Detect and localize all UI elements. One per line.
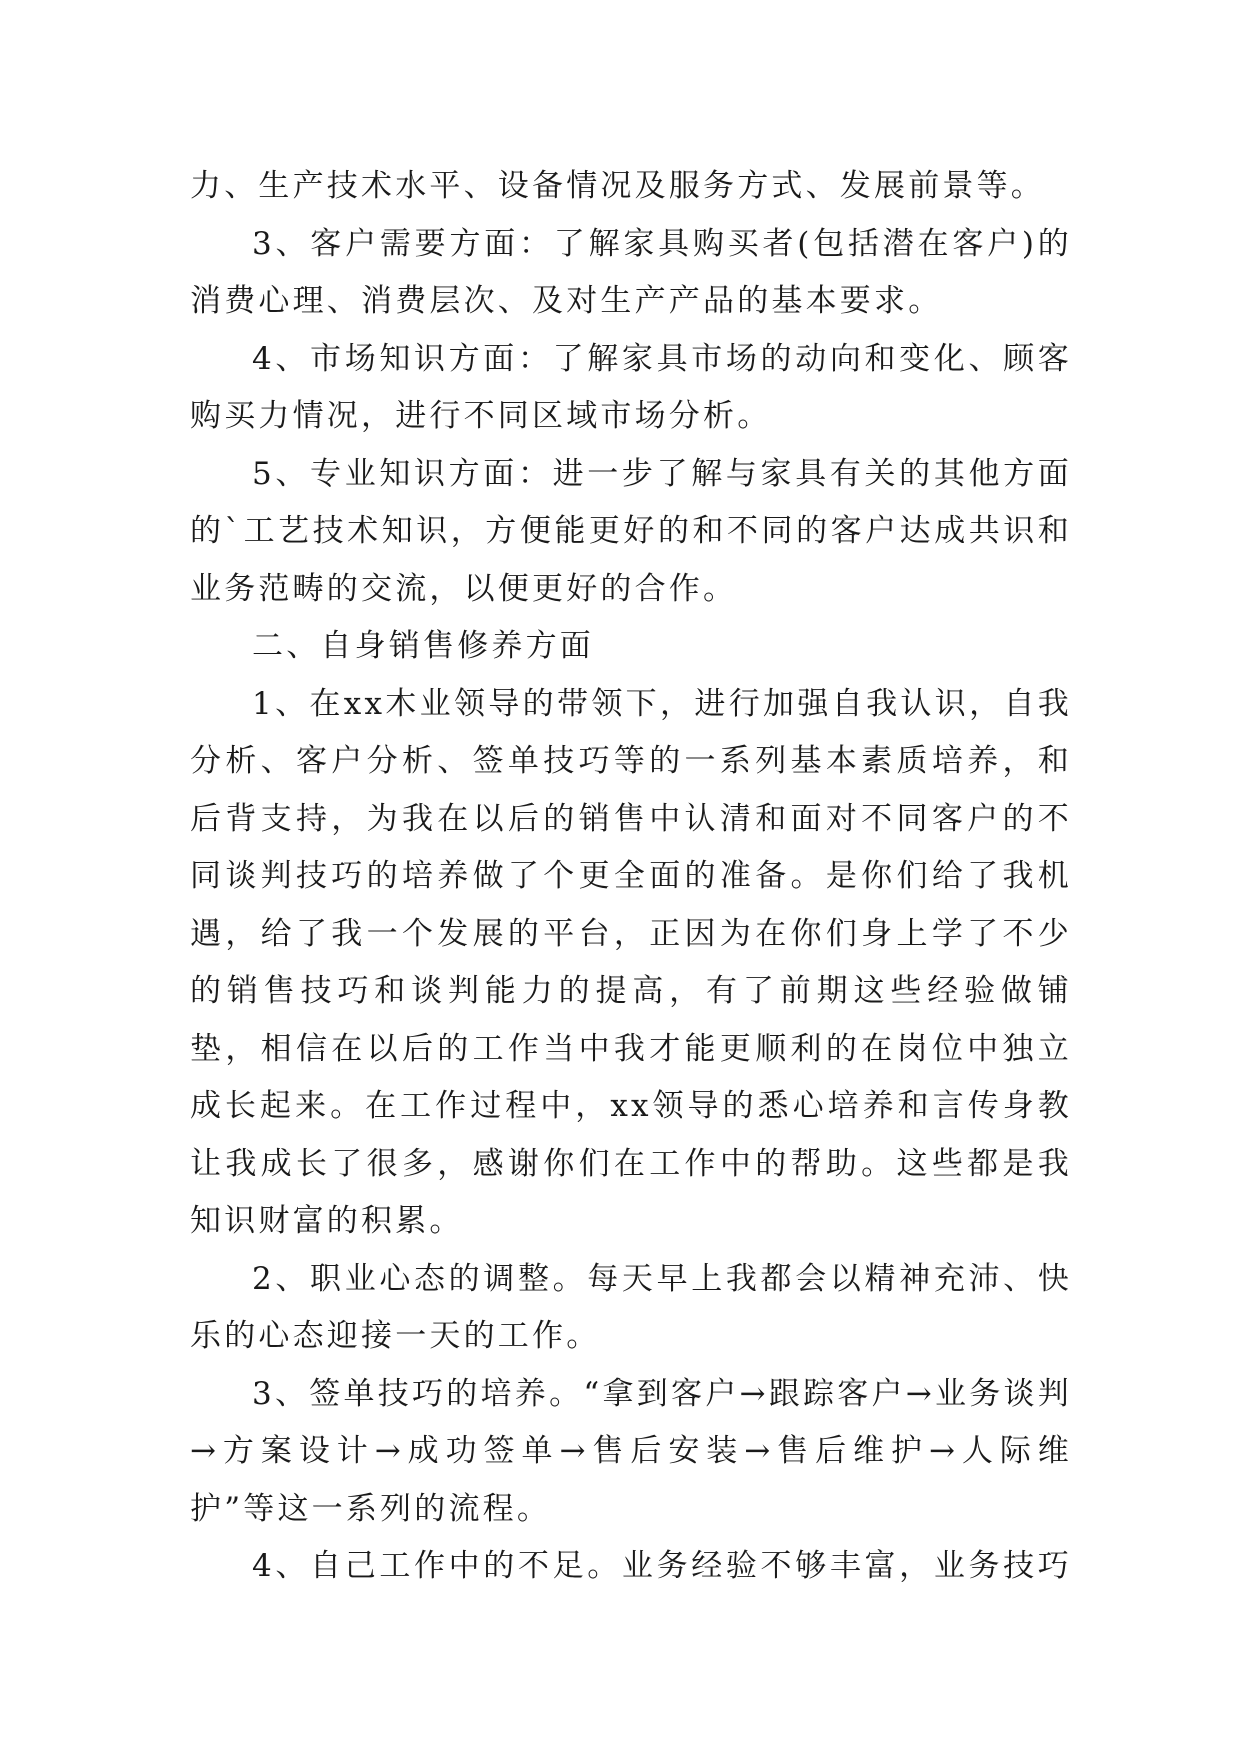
- paragraph-market-knowledge: 4、市场知识方面：了解家具市场的动向和变化、顾客购买力情况，进行不同区域市场分析。: [190, 340, 1072, 434]
- section-heading-self-sales-cultivation: 二、自身销售修养方面: [252, 628, 594, 664]
- paragraph-professional-knowledge: 5、专业知识方面：进一步了解与家具有关的其他方面的`工艺技术知识，方便能更好的和不同的客户达成共识和业务范畴的交流，以便更好的合作。: [190, 455, 1072, 607]
- paragraph-shortcomings: 4、自己工作中的不足。业务经验不够丰富，业务技巧: [252, 1548, 1072, 1584]
- paragraph-career-mindset: 2、职业心态的调整。每天早上我都会以精神充沛、快乐的心态迎接一天的工作。: [190, 1260, 1072, 1354]
- paragraph-customer-needs: 3、客户需要方面：了解家具购买者(包括潜在客户)的消费心理、消费层次、及对生产产品的基本要求。: [190, 225, 1072, 319]
- paragraph-signing-skills: 3、签单技巧的培养。“拿到客户→跟踪客户→业务谈判→方案设计→成功签单→售后安装→售后维护→人际维护”等这一系列的流程。: [190, 1375, 1072, 1527]
- paragraph-leadership-guidance: 1、在xx木业领导的带领下，进行加强自我认识，自我分析、客户分析、签单技巧等的一系列基本素质培养，和后背支持，为我在以后的销售中认清和面对不同客户的不同谈判技巧的培养做了个更全面的准备。是你们给了我机遇，给了我一个发展的平台，正因为在你们身上学了不少的销售技巧和谈判能力的提高，有了前期这些经验做铺垫，相信在以后的工作当中我才能更顺利的在岗位中独立成长起来。在工作过程中，xx领导的悉心培养和言传身教让我成长了很多，感谢你们在工作中的帮助。这些都是我知识财富的积累。: [190, 685, 1072, 1239]
- document-body: [190, 158, 1072, 1596]
- paragraph-continuation: 力、生产技术水平、设备情况及服务方式、发展前景等。: [190, 168, 1045, 204]
